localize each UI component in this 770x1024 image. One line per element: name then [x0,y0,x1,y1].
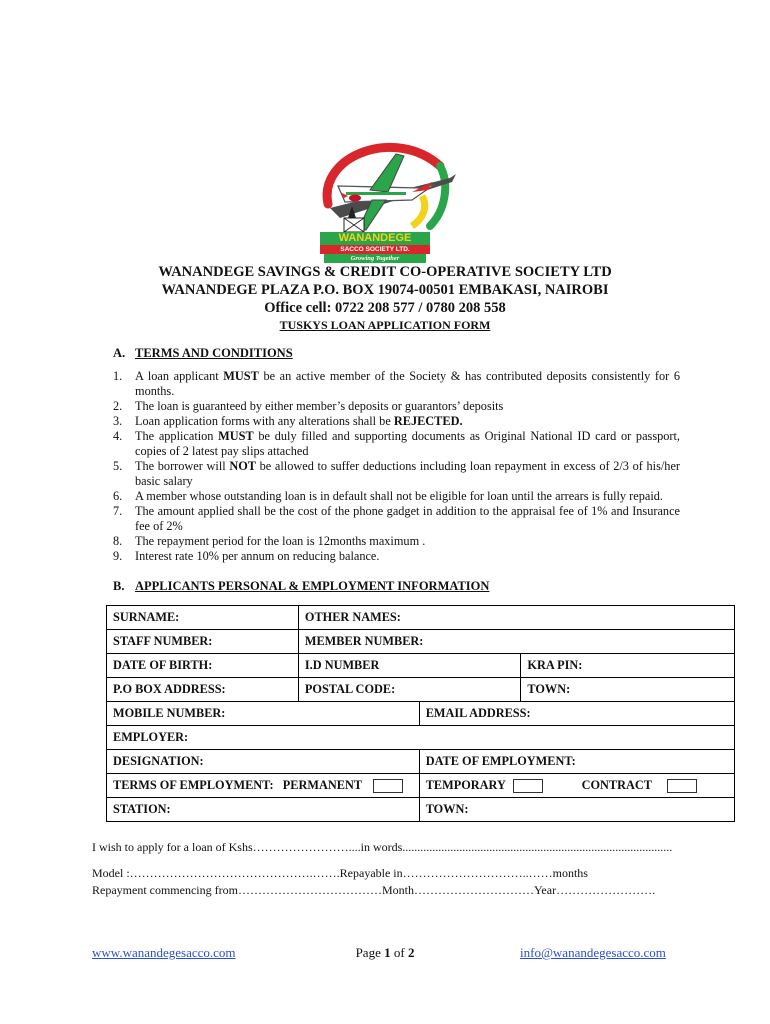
employer-field[interactable]: EMPLOYER: [107,726,735,750]
term-number: 2. [113,399,123,413]
page-number: 1 [384,945,391,960]
page-indicator [340,945,430,961]
contract-label: CONTRACT [581,777,652,792]
table-row [107,774,735,798]
term-item [113,489,680,504]
term-item [113,549,680,564]
employment-type-cell [419,774,734,798]
table-row [107,726,735,750]
term-item [113,504,680,534]
term-emphasis: MUST [223,369,259,383]
website-link[interactable]: www.wanandegesacco.com [92,945,236,960]
term-text [135,534,680,549]
term-number: 7. [113,504,123,518]
term-text [135,414,680,429]
term-item [113,399,680,414]
mobile-number-field[interactable]: MOBILE NUMBER: [107,702,420,726]
term-text-part: be an active member of the Society & has contributed deposits consistently for 6 months. [135,369,680,398]
id-number-field[interactable]: I.D NUMBER [298,654,521,678]
term-text-part: A member whose outstanding loan is in default shall not be eligible for loan until the arrears is fully repaid. [135,489,663,503]
term-text-part: The amount applied shall be the cost of the phone gadget in addition to the appraisal fee of 1% and Insurance fee of 2% [135,504,680,533]
term-text [135,549,680,564]
logo-tagline: Growing Together [350,255,400,262]
society-name: WANANDEGE SAVINGS & CREDIT CO-OPERATIVE SOCIETY LTD [158,264,612,280]
term-text-part: The borrower will [135,459,230,473]
email-link[interactable]: info@wanandegesacco.com [520,945,666,960]
term-number: 8. [113,534,123,548]
term-number: 4. [113,429,123,443]
terms-list [113,369,680,564]
member-number-field[interactable]: MEMBER NUMBER: [298,630,734,654]
term-emphasis: REJECTED. [393,414,463,428]
applicant-info-table [106,605,735,822]
section-b-title: APPLICANTS PERSONAL & EMPLOYMENT INFORMATION [135,579,490,593]
po-box-field[interactable]: P.O BOX ADDRESS: [107,678,299,702]
term-number: 6. [113,489,123,503]
term-text [135,399,680,414]
temporary-checkbox[interactable] [513,779,543,793]
term-number: 1. [113,369,123,383]
term-text-part: Interest rate 10% per annum on reducing balance. [135,549,380,563]
other-names-field[interactable]: OTHER NAMES: [298,606,734,630]
section-a-letter: A. [113,346,126,360]
page-of: of [390,945,408,960]
term-number: 3. [113,414,123,428]
term-text-part: be allowed to suffer deductions including loan repayment in excess of 2/3 of his/her basic salary [135,459,680,488]
model-repayable-line[interactable]: Model :……………………………………….…….Repayable in…………………………..……months [92,866,588,880]
date-of-birth-field[interactable]: DATE OF BIRTH: [107,654,299,678]
station-town-field[interactable]: TOWN: [419,798,734,822]
term-item [113,534,680,549]
section-b-letter: B. [113,579,125,593]
term-text-part: Loan application forms with any alterations shall be [135,414,394,428]
staff-number-field[interactable]: STAFF NUMBER: [107,630,299,654]
term-text [135,429,680,459]
society-address: WANANDEGE PLAZA P.O. BOX 19074-00501 EMBAKASI, NAIROBI [161,282,609,298]
table-row [107,750,735,774]
table-row [107,678,735,702]
section-b-heading [113,579,489,594]
term-text [135,504,680,534]
term-text-part: The loan is guaranteed by either member’s deposits or guarantors’ deposits [135,399,504,413]
term-item [113,459,680,489]
term-text [135,369,680,399]
term-number: 5. [113,459,123,473]
table-row [107,606,735,630]
term-text-part: The repayment period for the loan is 12months maximum . [135,534,426,548]
logo-subtitle: SACCO SOCIETY LTD. [340,246,410,253]
kra-pin-field[interactable]: KRA PIN: [521,654,735,678]
date-of-employment-field[interactable]: DATE OF EMPLOYMENT: [419,750,734,774]
term-text [135,459,680,489]
term-text-part: A loan applicant [135,369,224,383]
term-item [113,429,680,459]
page-prefix: Page [355,945,385,960]
terms-of-employment-cell [107,774,420,798]
contract-checkbox[interactable] [667,779,697,793]
permanent-checkbox[interactable] [373,779,403,793]
term-item [113,369,680,399]
temporary-label: TEMPORARY [425,777,506,792]
town-field[interactable]: TOWN: [521,678,735,702]
form-title: TUSKYS LOAN APPLICATION FORM [279,318,491,332]
designation-field[interactable]: DESIGNATION: [107,750,420,774]
terms-of-employment-label: TERMS OF EMPLOYMENT: [113,777,274,792]
logo-name: WANANDEGE [338,232,412,244]
repayment-commencing-line[interactable]: Repayment commencing from………………………………Month…………………………Year……………………. [92,883,656,897]
page-total: 2 [407,945,415,960]
table-row [107,654,735,678]
table-row [107,798,735,822]
office-cell: Office cell: 0722 208 577 / 0780 208 558 [264,300,506,316]
term-text [135,489,680,504]
table-row [107,630,735,654]
permanent-label: PERMANENT [282,777,362,792]
section-a-title: TERMS AND CONDITIONS [135,346,293,360]
station-field[interactable]: STATION: [107,798,420,822]
sacco-logo [300,126,460,264]
term-item [113,414,680,429]
email-address-field[interactable]: EMAIL ADDRESS: [419,702,734,726]
term-emphasis: MUST [218,429,254,443]
term-number: 9. [113,549,123,563]
term-text-part: be duly filled and supporting documents as Original National ID card or passport, copies of 2 latest pay slips attached [135,429,680,458]
term-emphasis: NOT [229,459,256,473]
section-a-heading [113,346,293,361]
loan-amount-line[interactable]: I wish to apply for a loan of Kshs……………………....in words.......................................................................................... [92,840,673,854]
surname-field[interactable]: SURNAME: [107,606,299,630]
term-text-part: The application [135,429,219,443]
table-row [107,702,735,726]
postal-code-field[interactable]: POSTAL CODE: [298,678,521,702]
